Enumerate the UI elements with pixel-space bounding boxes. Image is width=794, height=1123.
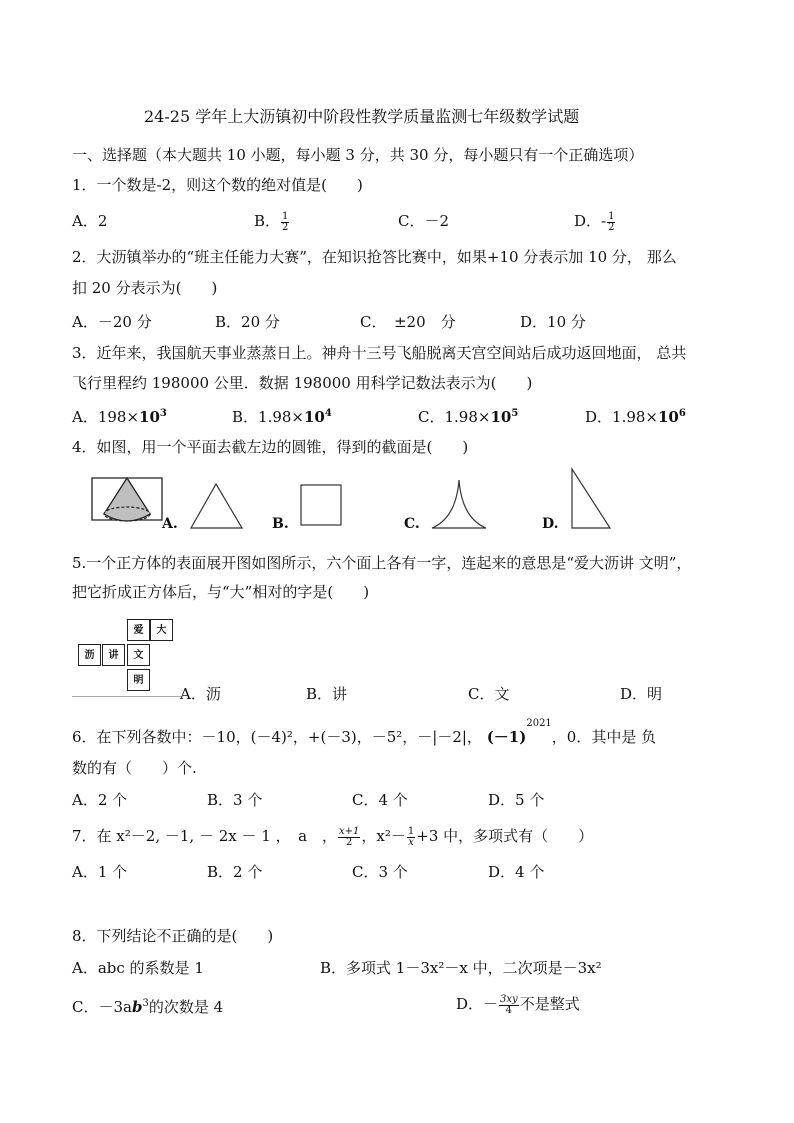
q1-option-a: A．2 [72,212,108,230]
right-triangle-shape-d [566,466,616,532]
net-face: 讲 [102,644,125,666]
q1-option-d: D．- $\frac{1}{2}$ [574,210,615,233]
triangle-shape-a [188,482,250,532]
q4-option-a-label: A. [162,516,178,532]
square-shape-b [298,482,344,528]
cube-net-figure [72,619,192,699]
section-heading: 一、选择题（本大题共 10 小题，每小题 3 分，共 30 分，每小题只有一个正确选项） [72,146,644,164]
q4-option-b-label: B. [272,516,289,532]
q1-stem: 1．一个数是-2，则这个数的绝对值是( ) [72,176,363,194]
q1-option-b: B． $\frac{1}{2}$ [254,210,289,233]
net-face: 大 [150,619,173,641]
q8-option-d: D．－ $\frac{3xy}{4}$ 不是整式 [456,993,580,1016]
figure-baseline [72,696,182,697]
q2-stem-line1: 2．大沥镇举办的“班主任能力大赛”，在知识抢答比赛中，如果+10 分表示加 10 分， 那么 [72,248,677,266]
q3-option-b: B．$1.98\times 10^4$ [232,408,332,426]
q4-option-d-label: D. [542,516,559,532]
q7-option-c: C．3 个 [352,863,408,881]
q2-option-c: C． ±20 分 [360,313,456,331]
q5-stem-line2: 把它折成正方体后，与“大”相对的字是( ) [72,583,370,601]
q5-option-b: B．讲 [306,685,348,703]
q2-option-b: B．20 分 [215,313,280,331]
q6-option-a: A．2 个 [72,791,128,809]
net-face: 爱 [127,619,150,641]
q5-stem-line1: 5.一个正方体的表面展开图如图所示，六个面上各有一字，连起来的意思是“爱大沥讲 文明”， [72,554,692,572]
q7-option-d: D．4 个 [488,863,545,881]
q6-option-b: B．3 个 [207,791,263,809]
q4-stem: 4．如图，用一个平面去截左边的圆锥，得到的截面是( ) [72,438,469,456]
q8-stem: 8．下列结论不正确的是( ) [72,927,274,945]
q7-stem: 7．在 x²－2, －1, － 2x － 1 ， a ， $\frac{x+1}{2}$ ，x²－ $\frac{1}{x}$ +3 中，多项式有（ ） [72,825,594,848]
q6-option-d: D．5 个 [488,791,545,809]
q3-option-a: A．$198\times 10^3$ [72,408,167,426]
q3-stem-line1: 3．近年来，我国航天事业蒸蒸日上。神舟十三号飞船脱离天宫空间站后成功返回地面， 总共 [72,344,687,362]
q5-option-a: A．沥 [180,685,221,703]
net-face: 文 [127,644,150,666]
q8-option-c: C．$-3ab^3$的次数是 4 [72,998,224,1016]
q3-option-c: C．$1.98\times 10^5$ [418,408,519,426]
net-face: 沥 [78,644,101,666]
q2-option-d: D．10 分 [520,313,586,331]
q8-option-a: A．abc 的系数是 1 [72,959,204,977]
q4-option-c-label: C. [404,516,420,532]
q1-option-c: C．－2 [398,212,450,230]
net-face: 明 [127,669,150,691]
q8-option-b: B．多项式 1－3x²－x 中，二次项是－3x² [320,959,602,977]
curved-triangle-shape-c [428,478,492,534]
q5-option-d: D．明 [620,685,663,703]
page-title: 24-25 学年上大沥镇初中阶段性教学质量监测七年级数学试题 [144,107,580,126]
cone-cross-section-figure [88,474,168,532]
q2-option-a: A．－20 分 [72,313,152,331]
q7-option-b: B．2 个 [207,863,263,881]
q6-option-c: C．4 个 [352,791,408,809]
q3-option-d: D．$1.98\times 10^6$ [585,408,686,426]
q7-option-a: A．1 个 [72,863,128,881]
q5-option-c: C．文 [468,685,510,703]
q3-stem-line2: 飞行里程约 198000 公里．数据 198000 用科学记数法表示为( ) [72,374,533,392]
q6-stem-line1: 6．在下列各数中：－10，(－4)²，+(－3)，－5²，－|－2|， $(-1)^{2021}$，0．其中是 负 [72,718,657,746]
q6-stem-line2: 数的有（ ）个. [72,759,197,777]
q2-stem-line2: 扣 20 分表示为( ) [72,279,218,297]
